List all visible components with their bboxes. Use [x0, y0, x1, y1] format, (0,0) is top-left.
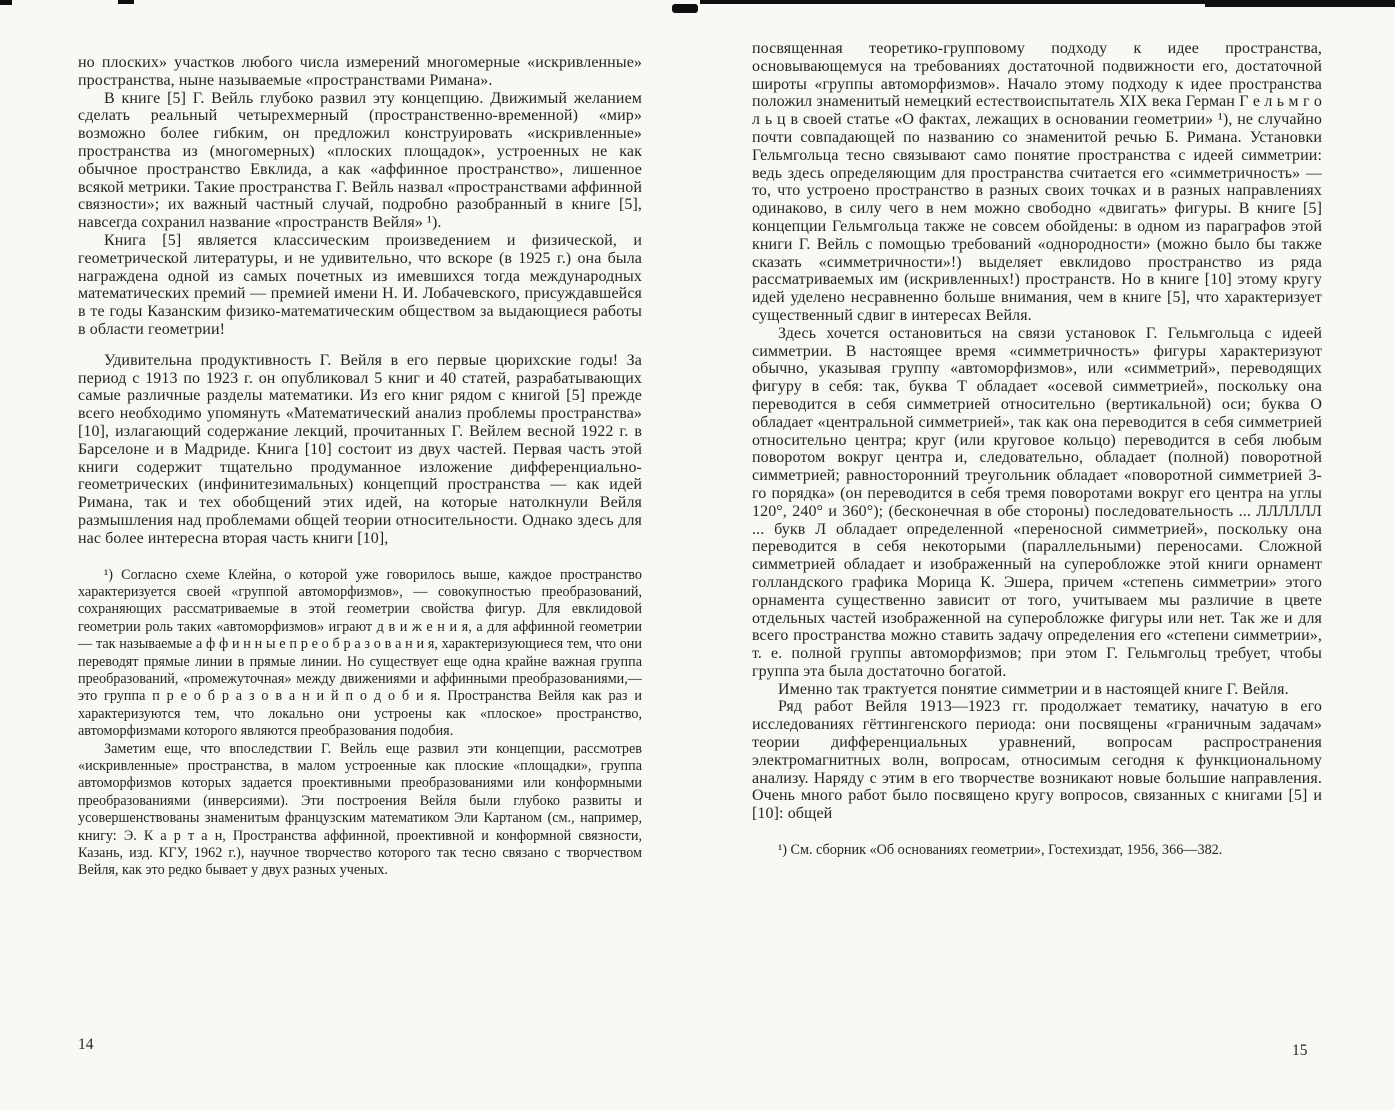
- page-left-footnotes: [78, 567, 642, 880]
- footnote: ¹) Согласно схеме Клейна, о которой уже говорилось выше, каждое пространство характеризуется своей «группой автоморфизмов», — совокупностью преобразований, сохраняющих рассматриваемые в этой геометрии свойства фигур. Для евклидовой геометрии роль таких «автоморфизмов» играют д в и ж е н и я, а для аффинной геометрии — так называемые а ф ф и н н ы е п р е о б р а з о в а н и я, характеризующиеся тем, что они переводят прямые линии в прямые линии. Но существует еще одна крайне важная группа преобразований, «промежуточная» между движениями и аффинными преобразованиями,— это группа п р е о б р а з о в а н и й п о д о б и я. Пространства Вейля как раз и характеризуются тем, что локально они устроены как «плоское» пространство, автоморфизмами которого являются преобразования подобия.: [78, 566, 642, 740]
- footnote: Заметим еще, что впоследствии Г. Вейль еще развил эти концепции, рассмотрев «искривленные» пространства, в малом устроенные как плоские «площадки», группа автоморфизмов которых задается проективными преобразованиями или конформными преобразованиями (инверсиями). Эти построения Вейля были глубоко развиты и усовершенствованы знаменитым французским математиком Эли Картаном (см., например, книгу: Э. К а р т а н, Пространства аффинной, проективной и конформной связности, Казань, изд. КГУ, 1962 г.), научное творчество которого так тесно связано с творчеством Вейля, как это редко бывает у двух разных ученых.: [78, 740, 642, 879]
- scan-artifact: [1205, 0, 1395, 7]
- page-left-body: [78, 54, 642, 548]
- paragraph: Здесь хочется остановиться на связи установок Г. Гельмгольца с идеей симметрии. В настоящее время «симметричность» фигуры характеризуют обычно, указывая группу «автоморфизмов», или «симметрий», переводящих фигуру в себя: так, буква Т обладает «осевой симметрией», поскольку она переводится в себя симметрией относительно (вертикальной) оси; буква О обладает «центральной симметрией», так как она переводится в себя симметрией относительно центра; круг (или круговое кольцо) переводится в себя любым поворотом вокруг центра и, следовательно, обладает (полной) поворотной симметрией; равносторонний треугольник обладает «поворотной симметрией 3-го порядка» (он переводится в себя тремя поворотами вокруг его центра на углы 120°, 240° и 360°); (бесконечная в обе стороны) последовательность ... ЛЛЛЛЛЛ ... букв Л обладает определенной «переносной симметрией», поскольку она переводится в себя некоторыми (параллельными) переносами. Сложной симметрией обладает и изображенный на суперобложке этой книги орнамент голландского графика Морица К. Эшера, причем «степень симметрии» этого орнамента существенно зависит от того, учитываем мы различие в цвете отдельных частей изображенной на суперобложке фигуры или нет. Так же и для всего пространства можно ставить задачу определения его «степени симметрии», т. е. полной группы автоморфизмов; при этом Г. Гельмгольц требует, чтобы группа эта была достаточно богатой.: [752, 324, 1322, 680]
- page-left: [78, 54, 642, 880]
- paragraph: В книге [5] Г. Вейль глубоко развил эту концепцию. Движимый желанием сделать реальный четырехмерный (пространственно-временной) «мир» возможно более гибким, он предложил конструировать «искривленные» пространства из (многомерных) «плоских площадок», устроенных не как обычное пространство Евклида, а как «аффинное пространство», лишенное всякой метрики. Такие пространства Г. Вейль назвал «пространствами аффинной связности»; их важный частный случай, подробно разобранный в книге [5], навсегда сохранил название «пространств Вейля» ¹).: [78, 89, 642, 232]
- paragraph: но плоских» участков любого числа измерений многомерные «искривленные» пространства, ныне называемые «пространствами Римана».: [78, 54, 642, 89]
- paragraph: Именно так трактуется понятие симметрии и в настоящей книге Г. Вейля.: [778, 680, 1289, 698]
- paragraph: Ряд работ Вейля 1913—1923 гг. продолжает тематику, начатую в его исследованиях гёттингенского периода: они посвящены «граничным задачам» теории дифференциальных уравнений, вопросам распространения электромагнитных волн, вопросам, относимым сегодня к функциональному анализу. Наряду с этим в его творчестве возникают новые большие направления. Очень много работ было посвящено кругу вопросов, связанных с книгами [5] и [10]: общей: [752, 698, 1322, 823]
- footnote: ¹) См. сборник «Об основаниях геометрии», Гостехиздат, 1956, 366—382.: [778, 842, 1223, 859]
- scan-artifact: [672, 4, 698, 13]
- page-right-footnotes: [752, 842, 1322, 859]
- page-number-left: 14: [78, 1036, 94, 1053]
- scan-artifact: [0, 0, 12, 5]
- paragraph: Удивительна продуктивность Г. Вейля в его первые цюрихские годы! За период с 1913 по 1923 г. он опубликовал 5 книг и 40 статей, разрабатывающих самые различные разделы математики. Из его книг рядом с книгой [5] прежде всего необходимо упомянуть «Математический анализ проблемы пространства» [10], излагающий содержание лекций, прочитанных Г. Вейлем весной 1922 г. в Барселоне и в Мадриде. Книга [10] состоит из двух частей. Первая часть этой книги содержит тщательно продуманное изложение дифференциально-геометрических (инфинитезимальных) концепций пространства — как идей Римана, так и тех обобщений этих идей, на которые натолкнули Вейля размышления над проблемами общей теории относительности. Однако здесь для нас более интересна вторая часть книги [10],: [78, 351, 642, 547]
- page-right: [752, 40, 1322, 859]
- page-right-body: [752, 40, 1322, 823]
- paragraph: Книга [5] является классическим произведением и физической, и геометрической литературы, и не удивительно, что вскоре (в 1925 г.) она была награждена одной из самых почетных из имевшихся тогда международных математических премий — премией имени Н. И. Лобачевского, присуждавшейся в те годы Казанским физико-математическим обществом за выдающиеся работы в области геометрии!: [78, 231, 642, 338]
- scan-artifact: [118, 0, 134, 4]
- page-number-right: 15: [1292, 1042, 1308, 1059]
- paragraph: посвященная теоретико-групповому подходу к идее пространства, основывающемуся на требованиях достаточной подвижности его, достаточной широты «группы автоморфизмов». Начало этому подходу к идее пространства положил знаменитый немецкий естествоиспытатель XIX века Герман Г е л ь м г о л ь ц в своей статье «О фактах, лежащих в основании геометрии» ¹), не случайно почти совпадающей по названию со знаменитой речью Б. Римана. Установки Гельмгольца тесно связывают само понятие пространства с идеей симметрии: ведь здесь определяющим для пространства считается его «симметричность» — то, что устроено пространство в разных своих точках и в разных направлениях одинаково, в силу чего в нем можно свободно «двигать» фигуры. В книге [5] концепции Гельмгольца также не совсем обойдены: в одном из параграфов этой книги Г. Вейль с помощью требований «однородности» (можно было бы также сказать «симметричности»!) выделяет евклидово пространство из ряда рассматриваемых им (искривленных!) пространств. Но в книге [10] этому кругу идей уделено несравненно больше внимания, чем в книге [5], что характеризует существенный сдвиг в интересах Вейля.: [752, 40, 1322, 324]
